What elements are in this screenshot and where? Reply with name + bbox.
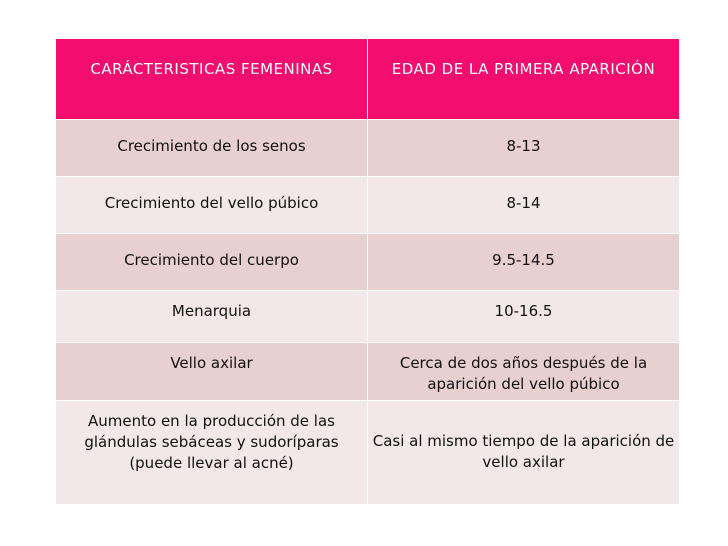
table-row [56,291,680,343]
header-characteristics: CARÁCTERISTICAS FEMENINAS [56,39,368,120]
table-row [56,177,680,234]
table-row [56,234,680,291]
table-row [56,401,680,505]
age-cell: 8-14 [368,177,680,234]
characteristic-cell: Crecimiento del vello púbico [56,177,368,234]
characteristics-table [55,38,680,505]
header-row [56,39,680,120]
age-cell: 10-16.5 [368,291,680,343]
characteristic-cell: Aumento en la producción de las glándulas sebáceas y sudoríparas (puede llevar al acné) [56,401,368,505]
age-cell: Cerca de dos años después de la aparición del vello púbico [368,343,680,401]
characteristic-cell: Menarquia [56,291,368,343]
characteristic-cell: Crecimiento del cuerpo [56,234,368,291]
table-row [56,343,680,401]
age-cell: 9.5-14.5 [368,234,680,291]
characteristic-cell: Vello axilar [56,343,368,401]
table-row [56,120,680,177]
characteristic-cell: Crecimiento de los senos [56,120,368,177]
header-first-appearance-age: EDAD DE LA PRIMERA APARICIÓN [368,39,680,120]
age-cell: Casi al mismo tiempo de la aparición de vello axilar [368,401,680,505]
age-cell: 8-13 [368,120,680,177]
